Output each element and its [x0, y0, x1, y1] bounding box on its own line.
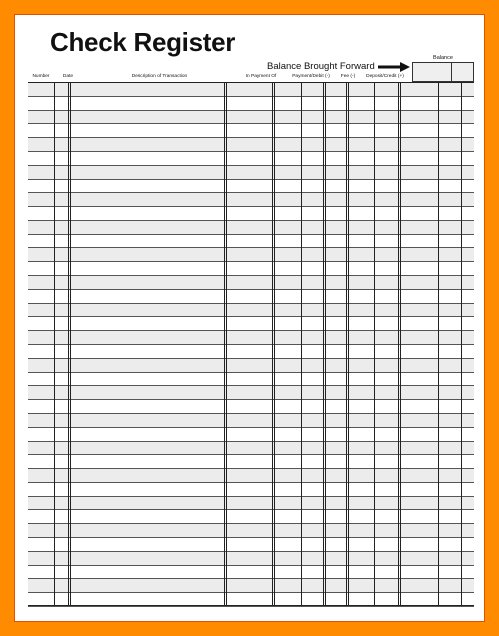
register-row[interactable] [28, 83, 474, 97]
column-header-payment-debit: Payment/Debit (-) [292, 74, 330, 79]
check-register-sheet [14, 14, 485, 622]
column-header-fee: Fee (-) [340, 74, 356, 79]
register-row[interactable] [28, 193, 474, 207]
register-row[interactable] [28, 304, 474, 318]
column-header-number: Number [32, 74, 50, 79]
register-row[interactable] [28, 428, 474, 442]
register-row[interactable] [28, 373, 474, 387]
balance-brought-forward-field[interactable] [412, 62, 474, 82]
register-row[interactable] [28, 359, 474, 373]
register-row[interactable] [28, 510, 474, 524]
column-header-deposit-credit: Deposit/Credit (+) [366, 74, 404, 79]
register-row[interactable] [28, 552, 474, 566]
column-divider [68, 83, 71, 605]
column-divider [398, 83, 401, 605]
register-row[interactable] [28, 345, 474, 359]
register-row[interactable] [28, 166, 474, 180]
register-row[interactable] [28, 262, 474, 276]
balance-column-label: Balance [433, 55, 453, 61]
register-row[interactable] [28, 593, 474, 607]
register-row[interactable] [28, 317, 474, 331]
register-row[interactable] [28, 221, 474, 235]
register-row[interactable] [28, 235, 474, 249]
register-row[interactable] [28, 524, 474, 538]
column-divider [224, 83, 227, 605]
register-row[interactable] [28, 248, 474, 262]
register-row[interactable] [28, 414, 474, 428]
register-row[interactable] [28, 180, 474, 194]
balance-brought-forward-label: Balance Brought Forward [267, 61, 375, 72]
arrow-right-icon [378, 62, 410, 72]
register-row[interactable] [28, 566, 474, 580]
column-divider [374, 83, 375, 605]
register-row[interactable] [28, 442, 474, 456]
column-header-in-payment-of: In Payment Of [245, 74, 277, 79]
register-row[interactable] [28, 579, 474, 593]
register-row[interactable] [28, 483, 474, 497]
register-row[interactable] [28, 400, 474, 414]
column-divider [54, 83, 55, 605]
column-divider [272, 83, 275, 605]
column-divider [438, 83, 439, 605]
page-title: Check Register [50, 27, 236, 57]
register-row[interactable] [28, 97, 474, 111]
register-row[interactable] [28, 538, 474, 552]
column-divider [346, 83, 349, 605]
register-row[interactable] [28, 124, 474, 138]
register-row[interactable] [28, 138, 474, 152]
column-header-date: Date [62, 74, 74, 79]
register-row[interactable] [28, 207, 474, 221]
column-divider [301, 83, 302, 605]
register-table [28, 82, 474, 606]
register-row[interactable] [28, 276, 474, 290]
register-row[interactable] [28, 455, 474, 469]
register-row[interactable] [28, 290, 474, 304]
register-row[interactable] [28, 469, 474, 483]
column-divider [461, 83, 462, 605]
register-row[interactable] [28, 152, 474, 166]
register-row[interactable] [28, 111, 474, 125]
register-row[interactable] [28, 331, 474, 345]
column-divider [323, 83, 326, 605]
column-header-description: Description of Transaction [131, 74, 188, 79]
register-row[interactable] [28, 497, 474, 511]
register-row[interactable] [28, 386, 474, 400]
